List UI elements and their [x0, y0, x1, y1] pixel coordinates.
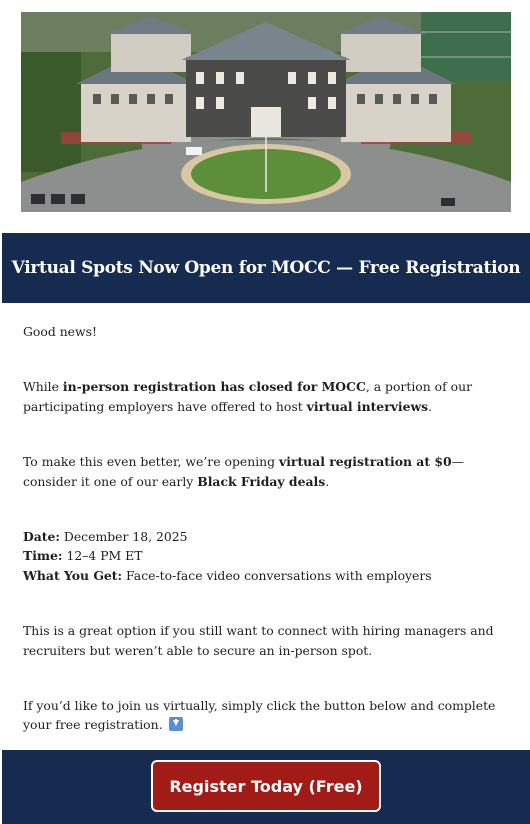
greeting-text: Good news! [23, 324, 97, 339]
down-arrow-icon [169, 717, 183, 731]
event-details [23, 527, 513, 585]
clubhouse-aerial-photo [21, 12, 511, 212]
text-span: , a portion of our participating employers have offered to host [23, 379, 473, 414]
text-span: To make this even better, we’re opening [23, 454, 280, 470]
detail-label: What You Get: [23, 567, 123, 583]
paragraph-great-option: This is a great option if you still want to connect with hiring managers and recruiters but weren’t able to secure an in-person spot. [23, 623, 494, 658]
detail-value: Face-to-face video conversations with employers [122, 567, 432, 583]
hero-image [21, 12, 511, 212]
message-content [23, 322, 513, 735]
text-span: . [428, 398, 433, 414]
register-button[interactable]: Register Today (Free) [151, 760, 381, 812]
text-span: . [325, 473, 330, 489]
detail-what-you-get [23, 566, 513, 585]
text-span: While [23, 379, 63, 395]
bold-text: virtual interviews [306, 398, 429, 414]
detail-value: December 18, 2025 [59, 529, 188, 545]
detail-label: Time: [23, 548, 63, 564]
detail-value: 12–4 PM ET [62, 548, 143, 564]
text-span: If you’d like to join us virtually, simply click the button below and complete your free registration. [23, 698, 496, 733]
paragraph-virtual-registration [23, 452, 513, 491]
paragraph-in-person-closed [23, 377, 513, 416]
detail-time [23, 546, 513, 565]
footer-cta-band [2, 750, 530, 824]
banner-title: Virtual Spots Now Open for MOCC — Free Registration [11, 258, 521, 278]
detail-label: Date: [23, 529, 60, 545]
paragraph-join-virtually [23, 696, 513, 735]
text-span: —consider it one of our early [23, 454, 464, 489]
detail-date [23, 527, 513, 546]
bold-text: Black Friday deals [197, 473, 326, 489]
bold-text: virtual registration at $0 [279, 454, 452, 470]
bold-text: in-person registration has closed for MOCC [62, 379, 366, 395]
header-banner [2, 233, 530, 303]
